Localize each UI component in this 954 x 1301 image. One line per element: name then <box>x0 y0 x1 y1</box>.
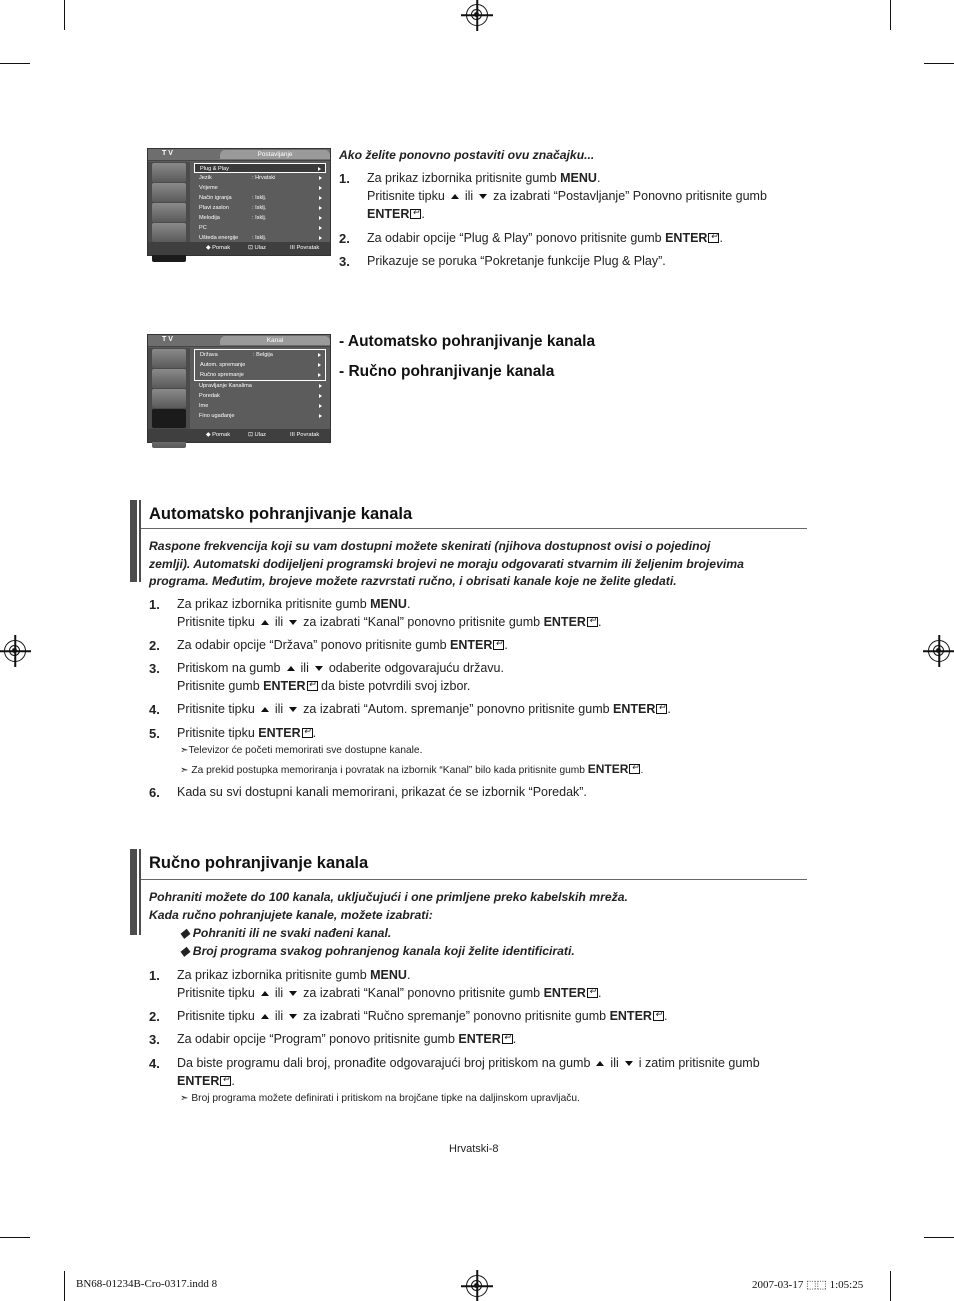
step-text: Za odabir opcije “Program” ponovo pritisnite gumb ENTER↵ . <box>177 1032 516 1046</box>
auto-store-link: - Automatsko pohranjivanje kanala <box>339 333 596 350</box>
up-arrow-icon <box>451 194 459 199</box>
step-number: 1. <box>149 597 160 612</box>
section-title: Automatsko pohranjivanje kanala <box>149 505 413 523</box>
menu-highlight-group <box>194 349 326 381</box>
crop-mark <box>924 63 954 64</box>
diamond-bullet-icon: ◆ <box>180 944 190 958</box>
step-text: Za odabir opcije “Država” ponovo pritisnite gumb ENTER↵ . <box>177 638 508 652</box>
enter-icon <box>502 1034 513 1044</box>
step-number: 2. <box>149 1009 160 1024</box>
step-number: 4. <box>149 1056 160 1071</box>
enter-icon <box>493 640 504 650</box>
file-date: 2007-03-17 ⬚⬚ 1:05:25 <box>752 1279 864 1291</box>
menu-sidebar <box>148 162 190 242</box>
setup-icon <box>152 409 186 428</box>
down-arrow-icon <box>289 991 297 996</box>
step-text: Za prikaz izbornika pritisnite gumb MENU. <box>367 171 601 185</box>
crop-mark <box>890 0 891 30</box>
note-arrow-icon: ➣ <box>180 765 189 776</box>
step-text: Za odabir opcije “Plug & Play” ponovo pritisnite gumb ENTER↵ . <box>367 231 723 245</box>
crop-mark <box>0 63 30 64</box>
registration-mark-icon <box>4 640 26 662</box>
note: ➣ Za prekid postupka memoriranja i povratak na izbornik “Kanal” bilo kada pritisnite gumb ENTER↵ . <box>180 762 643 776</box>
up-arrow-icon <box>261 991 269 996</box>
manual-store-link: - Ručno pohranjivanje kanala <box>339 363 555 380</box>
step-text: Za prikaz izbornika pritisnite gumb MENU. <box>177 968 411 982</box>
picture-icon <box>152 349 186 368</box>
down-arrow-icon <box>289 620 297 625</box>
menu-item: Ime <box>194 401 326 411</box>
menu-footer: ◆ Pomak ⊡ Ulaz III Povratak <box>148 429 330 442</box>
menu-item: Ušteda energije : Isklj. <box>194 233 326 243</box>
menu-item: Poredak <box>194 391 326 401</box>
setup-menu-screenshot <box>147 148 331 256</box>
crop-mark <box>64 0 65 30</box>
enter-icon <box>653 1011 664 1021</box>
menu-item: Jezik : Hrvatski <box>194 173 326 183</box>
note: ➣ Broj programa možete definirati i pritiskom na brojčane tipke na daljinskom upravljaču. <box>180 1093 580 1104</box>
step-number: 5. <box>149 726 160 741</box>
section-rule <box>141 879 807 880</box>
step-text: Pritiskom na gumb ili odaberite odgovarajuću državu. <box>177 661 504 675</box>
step-text: Pritisnite tipku ili za izabrati “Ručno spremanje” ponovno pritisnite gumb ENTER↵ . <box>177 1009 667 1023</box>
note-arrow-icon: ➣ <box>180 745 189 756</box>
step-text: Prikazuje se poruka “Pokretanje funkcije Plug & Play”. <box>367 254 666 268</box>
up-arrow-icon <box>261 1014 269 1019</box>
step-text: Pritisnite tipku ili za izabrati “Kanal” ponovno pritisnite gumb ENTER↵ . <box>177 615 601 629</box>
step-number: 2. <box>149 638 160 653</box>
section-bar <box>130 849 141 935</box>
enter-icon <box>629 764 640 774</box>
menu-item: PC <box>194 223 326 233</box>
setup-icon <box>152 223 186 242</box>
bullet-item: ◆ Broj programa svakog pohranjenog kanala koji želite identificirati. <box>180 944 575 958</box>
channel-menu-screenshot <box>147 334 331 443</box>
crop-mark <box>64 1271 65 1301</box>
note-arrow-icon: ➣ <box>180 1093 189 1104</box>
tv-label: T V <box>162 150 173 157</box>
step-number: 3. <box>149 661 160 676</box>
step-text: Pritisnite gumb ENTER↵ da biste potvrdili svoj izbor. <box>177 679 470 693</box>
reset-heading: Ako želite ponovno postaviti ovu značajku... <box>339 148 595 162</box>
menu-footer: ◆ Pomak ⊡ Ulaz III Povratak <box>148 242 330 255</box>
sound-icon <box>152 183 186 202</box>
up-arrow-icon <box>596 1061 604 1066</box>
enter-icon <box>587 988 598 998</box>
step-number: 2. <box>339 231 350 246</box>
menu-item: Fino ugađanje <box>194 411 326 421</box>
down-arrow-icon <box>479 194 487 199</box>
section-rule <box>141 528 807 529</box>
up-arrow-icon <box>261 620 269 625</box>
menu-item: Način igranja : Isklj. <box>194 193 326 203</box>
step-text: Za prikaz izbornika pritisnite gumb MENU. <box>177 597 411 611</box>
registration-mark-icon <box>466 1275 488 1297</box>
step-text: Pritisnite tipku ili za izabrati “Kanal” ponovno pritisnite gumb ENTER↵ . <box>177 986 601 1000</box>
bullet-item: ◆ Pohraniti ili ne svaki nađeni kanal. <box>180 926 392 940</box>
note: ➣Televizor će početi memorirati sve dostupne kanale. <box>180 745 423 756</box>
up-arrow-icon <box>287 666 295 671</box>
section-intro: Raspone frekvencija koji su vam dostupni možete skenirati (njihova dostupnost ovisi o pojedinoj zemlji). Automatski dodijeljeni programski brojevi ne moraju odgovarati stvarnim ili željenim brojevima programa. Međutim, brojeve možete razvrstati ručno, i obrisati kanale koje ne želite gledati. <box>149 539 744 588</box>
menu-title: Kanal <box>220 336 330 345</box>
enter-icon <box>307 681 318 691</box>
tv-label: T V <box>162 336 173 343</box>
enter-icon <box>587 617 598 627</box>
section-bar <box>130 500 141 582</box>
crop-mark <box>0 1237 30 1238</box>
up-arrow-icon <box>261 707 269 712</box>
file-slug: BN68-01234B-Cro-0317.indd 8 <box>76 1278 218 1290</box>
registration-mark-icon <box>466 4 488 26</box>
enter-icon <box>656 704 667 714</box>
step-number: 1. <box>339 171 350 186</box>
channel-icon <box>152 389 186 408</box>
section-intro: Kada ručno pohranjujete kanale, možete izabrati: <box>149 908 433 922</box>
step-number: 3. <box>149 1032 160 1047</box>
registration-mark-icon <box>928 640 950 662</box>
step-text: Da biste programu dali broj, pronađite odgovarajući broj pritiskom na gumb ili i zatim pritisnite gumb <box>177 1056 760 1070</box>
channel-icon <box>152 203 186 222</box>
section-title: Ručno pohranjivanje kanala <box>149 854 369 872</box>
down-arrow-icon <box>625 1061 633 1066</box>
step-number: 4. <box>149 702 160 717</box>
step-text: Pritisnite tipku ili za izabrati “Autom. spremanje” ponovno pritisnite gumb ENTER↵ . <box>177 702 671 716</box>
step-text: ENTER↵ . <box>177 1074 235 1088</box>
down-arrow-icon <box>315 666 323 671</box>
menu-item: Plavi zaslon : Isklj. <box>194 203 326 213</box>
menu-item: Melodija : Isklj. <box>194 213 326 223</box>
crop-mark <box>924 1237 954 1238</box>
step-number: 6. <box>149 785 160 800</box>
diamond-bullet-icon: ◆ <box>180 926 190 940</box>
section-intro: Pohraniti možete do 100 kanala, uključujući i one primljene preko kabelskih mreža. <box>149 890 628 904</box>
step-number: 1. <box>149 968 160 983</box>
menu-item: Ručno spremanje <box>195 370 325 380</box>
menu-item: Autom. spremanje <box>195 360 325 370</box>
menu-sidebar <box>148 348 190 429</box>
step-number: 3. <box>339 254 350 269</box>
step-text: Pritisnite tipku ili za izabrati “Postavljanje” Ponovno pritisnite gumb <box>367 189 767 203</box>
enter-icon <box>302 728 313 738</box>
menu-title: Postavljanje <box>220 150 330 159</box>
enter-icon <box>708 233 719 243</box>
enter-icon <box>220 1076 231 1086</box>
menu-item: Upravljanje Kanalima <box>194 381 326 391</box>
enter-icon <box>410 209 421 219</box>
page-number: Hrvatski-8 <box>449 1143 499 1155</box>
sound-icon <box>152 369 186 388</box>
picture-icon <box>152 163 186 182</box>
step-text: ENTER↵ . <box>367 207 425 221</box>
step-text: Kada su svi dostupni kanali memorirani, prikazat će se izbornik “Poredak”. <box>177 785 587 799</box>
down-arrow-icon <box>289 1014 297 1019</box>
crop-mark <box>890 1271 891 1301</box>
step-text: Pritisnite tipku ENTER↵ . <box>177 726 316 740</box>
menu-item: Vrijeme <box>194 183 326 193</box>
menu-item: Država : Belgija <box>195 350 325 360</box>
down-arrow-icon <box>289 707 297 712</box>
menu-item: Plug & Play <box>194 163 326 173</box>
